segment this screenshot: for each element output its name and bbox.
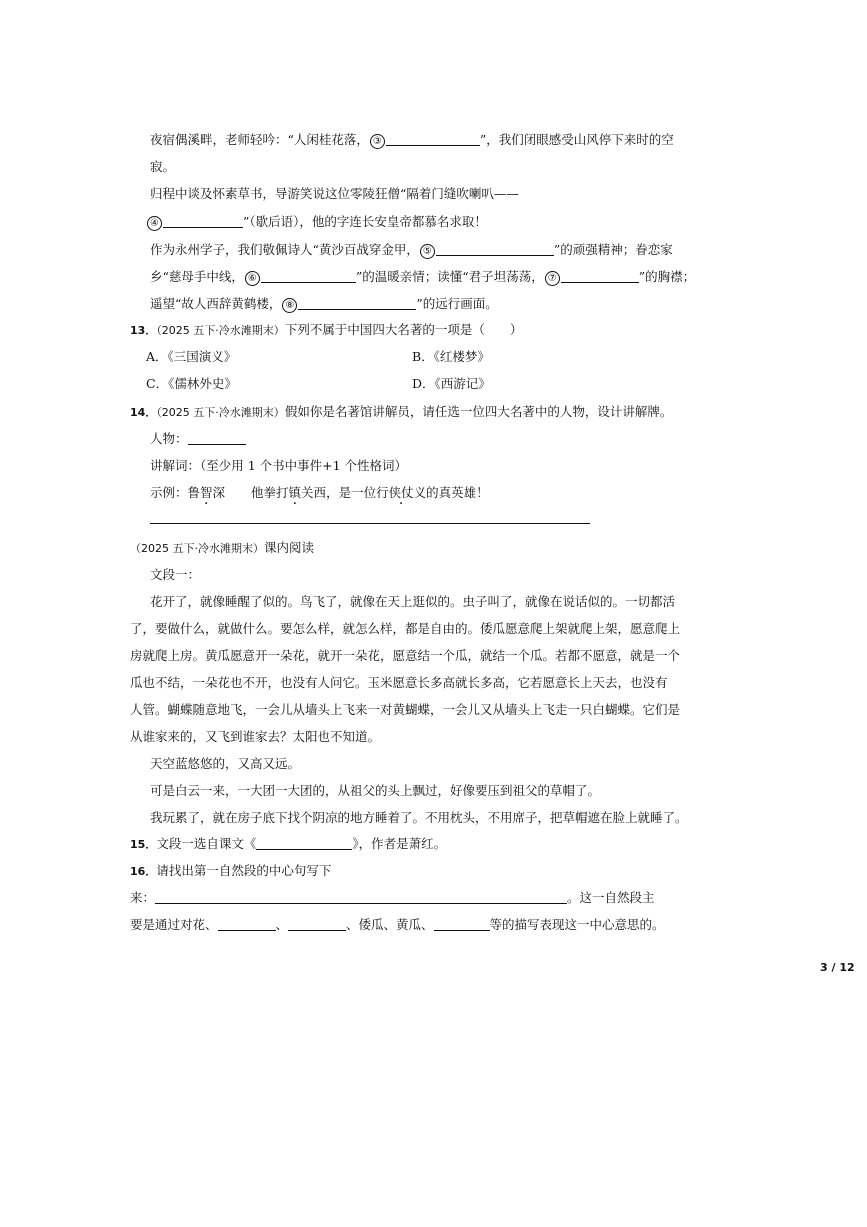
passage-label: 文段一： (150, 567, 201, 582)
question-number: 16． (130, 865, 157, 878)
person-row (150, 430, 246, 448)
center-sentence-input[interactable] (155, 889, 567, 904)
question-16-line-2 (130, 889, 655, 907)
blank-number-3: ③ (370, 134, 385, 149)
fill-blank-3[interactable] (386, 131, 480, 146)
option-c[interactable]: C．《儒林外史》 (146, 376, 237, 391)
example-event: 拳打镇关西 · (264, 484, 327, 502)
text: 归程中谈及怀素草书，导游笑说这位零陵狂僧“隔着门缝吹喇叭—— (150, 186, 519, 201)
question-number: 15． (130, 838, 157, 851)
question-source: （2025 五下·冷水滩期末） (156, 406, 285, 419)
blank-number-8: ⑧ (282, 298, 297, 313)
answer-line[interactable] (150, 523, 590, 524)
text: 文段一选自课文《 (156, 836, 257, 851)
text: 请找出第一自然段的中心句写下 (156, 863, 332, 878)
text: 的真英雄！ (426, 485, 489, 500)
blank-number-5: ⑤ (420, 244, 435, 259)
text: ，是一位 (326, 485, 377, 500)
question-stem: 下列不属于中国四大名著的一项是（ ） (284, 322, 523, 337)
passage-line: 了，要做什么，就做什么。要怎么样，就怎么样，都是自由的。倭瓜愿意爬上架就爬上架，愿意爬上 (130, 621, 681, 636)
passage-line: 花开了，就像睡醒了似的。鸟飞了，就像在天上逛似的。虫子叫了，就像在说话似的。一切都活 (150, 594, 676, 609)
text: 要是通过对花、 (130, 917, 218, 932)
poem-paragraph-3-cont (150, 268, 695, 286)
fill-blank-4[interactable] (163, 213, 243, 228)
option-b[interactable]: B．《红楼梦》 (412, 349, 490, 364)
text: 乡“慈母手中线， (150, 269, 244, 284)
object-input-1[interactable] (218, 916, 276, 931)
passage-line: 房就爬上房。黄瓜愿意开一朵花，就开一朵花，愿意结一个瓜，就结一个瓜。若都不愿意，就是一个 (130, 648, 681, 663)
poem-paragraph-1-cont (150, 158, 175, 176)
option-d[interactable]: D．《西游记》 (412, 376, 491, 391)
object-input-2[interactable] (288, 916, 346, 931)
text: 他 (251, 485, 264, 500)
person-input[interactable] (188, 430, 246, 445)
passage-line: 我玩累了，就在房子底下找个阴凉的地方睡着了。不用枕头，不用席子，把草帽遮在脸上就睡了。 (150, 810, 688, 825)
question-16-line-3 (130, 916, 665, 934)
text: 来： (130, 890, 156, 905)
poem-paragraph-2-cont (146, 213, 487, 231)
text: ”，我们闭眼感受山风停下来时的空 (479, 132, 674, 147)
text: ”的顽强精神；眷恋家 (553, 242, 673, 257)
poem-paragraph-1 (150, 131, 674, 149)
object-input-3[interactable] (434, 916, 490, 931)
text: 等的描写表现这一中心意思的。 (489, 917, 665, 932)
passage-line: 人管。蝴蝶随意地飞，一会儿从墙头上飞来一对黄蝴蝶，一会儿又从墙头上飞走一只白蝴蝶。它们是 (130, 702, 681, 717)
example-label: 示例： (150, 485, 188, 500)
blank-number-4: ④ (147, 216, 162, 231)
question-number: 14． (130, 406, 157, 419)
fill-blank-8[interactable] (298, 295, 416, 310)
person-label: 人物： (150, 431, 188, 446)
reading-title: 课内阅读 (264, 540, 315, 555)
text: 遥望“故人西辞黄鹤楼， (150, 296, 282, 311)
question-15 (130, 835, 446, 854)
question-16 (130, 862, 331, 881)
passage-line: 天空蓝悠悠的，又高又远。 (150, 756, 301, 771)
example-row (150, 484, 489, 502)
fill-blank-5[interactable] (436, 241, 554, 256)
question-13 (130, 321, 522, 340)
reading-source: （2025 五下·冷水滩期末） (130, 542, 264, 555)
passage-line: 可是白云一来，一大团一大团的，从祖父的头上飘过，好像要压到祖父的草帽了。 (150, 783, 601, 798)
poem-paragraph-2 (150, 185, 519, 203)
question-14 (130, 403, 672, 422)
text: 寂。 (150, 159, 176, 174)
poem-paragraph-3-cont2 (150, 295, 498, 313)
text: ”的温暖亲情；读懂“君子坦荡荡， (355, 269, 544, 284)
fill-blank-7[interactable] (561, 268, 639, 283)
text: 、 (275, 917, 289, 932)
question-stem: 假如你是名著馆讲解员，请任选一位四大名著中的人物，设计讲解牌。 (284, 404, 673, 419)
text: 。这一自然段主 (567, 890, 655, 905)
blank-number-6: ⑥ (245, 271, 260, 286)
text: 》，作者是萧红。 (352, 836, 447, 851)
poem-paragraph-3 (150, 241, 673, 259)
question-source: （2025 五下·冷水滩期末） (156, 324, 285, 337)
option-a[interactable]: A．《三国演义》 (146, 349, 237, 364)
text: ”的胸襟； (638, 269, 696, 284)
text: 夜宿偶溪畔，老师轻吟：“人闲桂花落， (150, 132, 369, 147)
passage-line: 瓜也不结，一朵花也不开，也没有人问它。玉米愿意长多高就长多高，它若愿意长上天去，也没有 (130, 675, 668, 690)
text: 作为永州学子，我们敬佩诗人“黄沙百战穿金甲， (150, 242, 419, 257)
blank-number-7: ⑦ (545, 271, 560, 286)
lesson-title-input[interactable] (256, 835, 352, 850)
description-label: 讲解词：（至少用 1 个书中事件+1 个性格词） (150, 458, 408, 473)
text: 、倭瓜、黄瓜、 (346, 917, 434, 932)
question-number: 13． (130, 324, 157, 337)
text: ”的远行画面。 (416, 296, 498, 311)
page-number: 3 / 12 (820, 961, 855, 974)
reading-header (130, 539, 314, 558)
passage-line: 从谁家来的，又飞到谁家去？太阳也不知道。 (130, 729, 381, 744)
example-trait: 行侠仗义 (376, 485, 427, 500)
fill-blank-6[interactable] (261, 268, 356, 283)
example-name: 鲁智深 (187, 485, 226, 500)
text: ”（歇后语），他的字连长安皇帝都慕名求取！ (243, 214, 487, 229)
